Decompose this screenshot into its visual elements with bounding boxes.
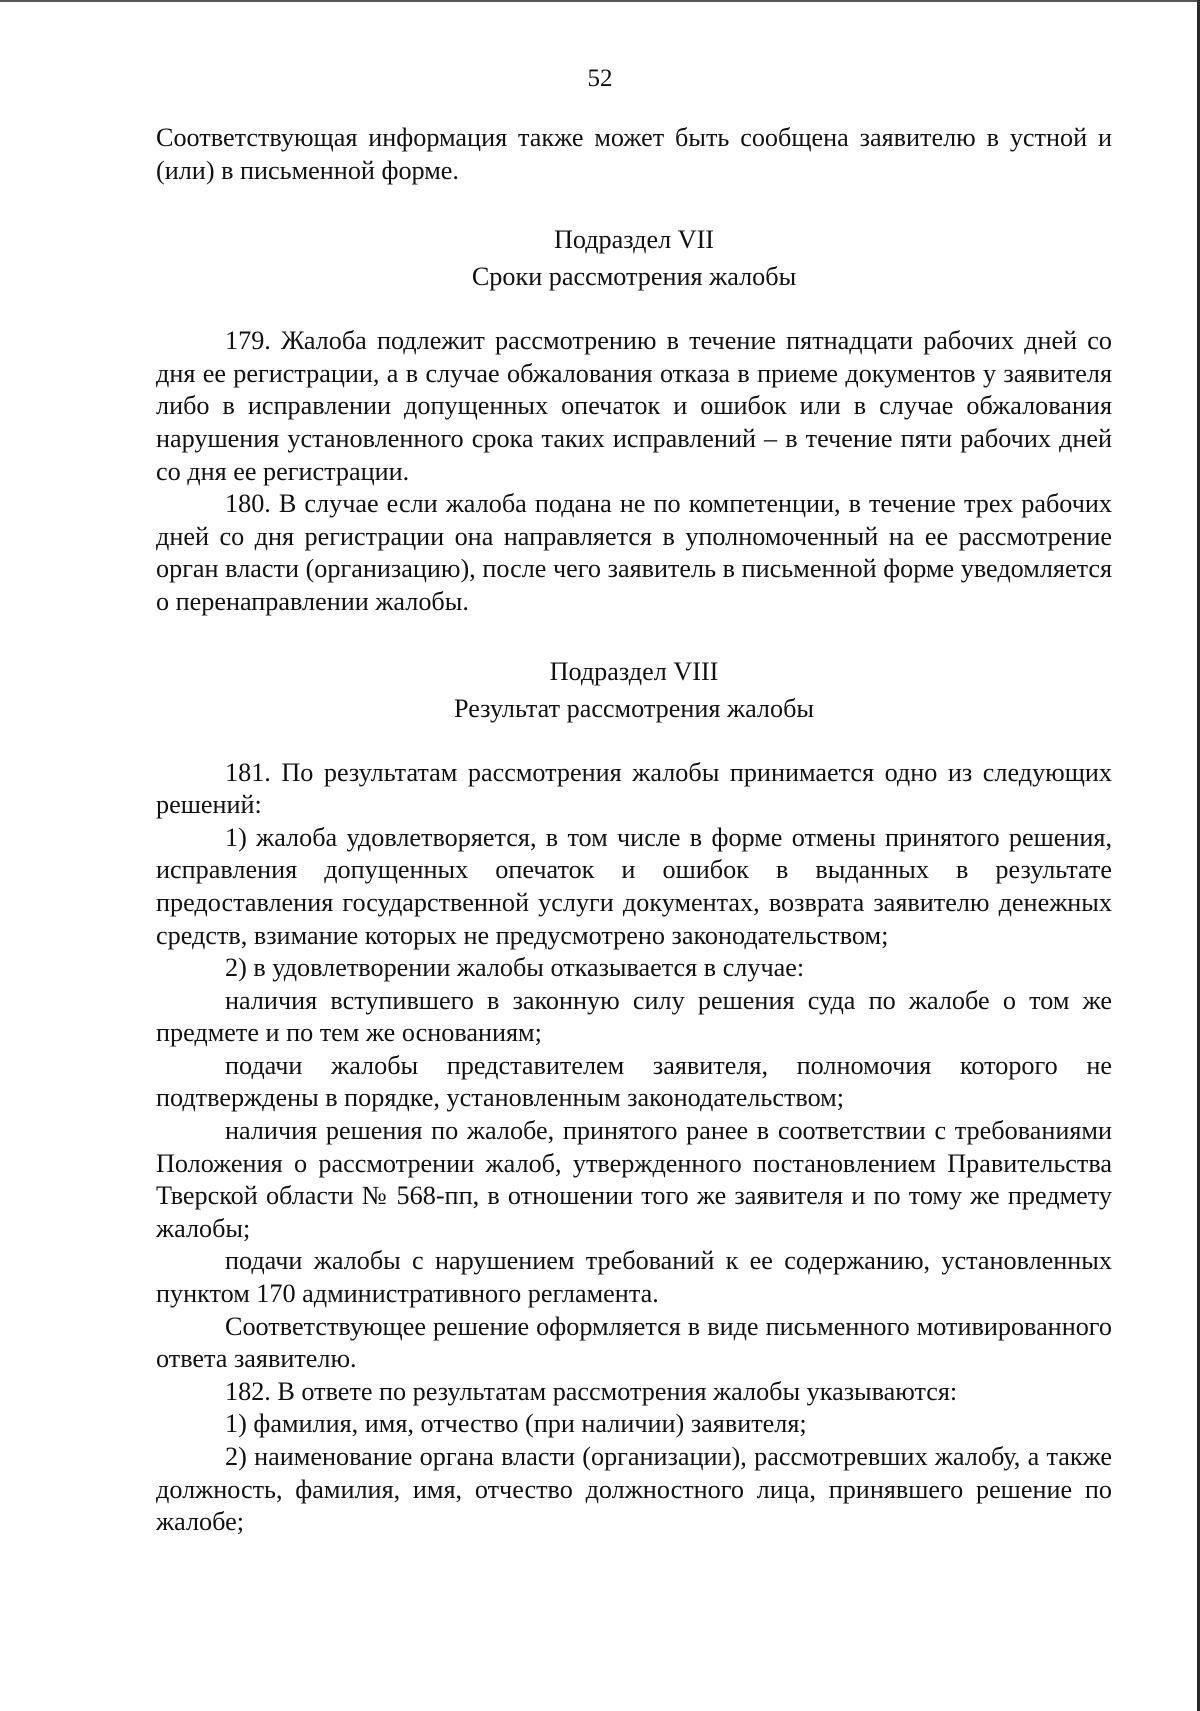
paragraph-179: 179. Жалоба подлежит рассмотрению в течение пятнадцати рабочих дней со дня ее регистрации, а в случае обжалования отказа в приеме документов у заявителя либо в исправлении допущенных опечаток и ошибок или в случае обжалования нарушения установленного срока таких исправлений – в течение пяти рабочих дней со дня ее регистрации. (156, 326, 1112, 486)
subsection-7-title: Подраздел VII (553, 225, 715, 255)
refusal-case-requirements: подачи жалобы с нарушением требований к ее содержанию, установленных пунктом 170 административного регламента. (156, 1246, 1112, 1309)
subsection-8-title: Подраздел VIII (549, 656, 719, 686)
paragraph-181-item-2: 2) в удовлетворении жалобы отказывается в случае: (225, 953, 805, 983)
paragraph-182-item-2: 2) наименование органа власти (организации), рассмотревших жалобу, а также должность, фамилия, имя, отчество должностного лица, принявшего решение по жалобе; (156, 1442, 1112, 1537)
scan-edge-top (0, 0, 1200, 2)
subsection-7-subtitle: Сроки рассмотрения жалобы (471, 262, 797, 292)
refusal-case-prior-decision: наличия решения по жалобе, принятого ранее в соответствии с требованиями Положения о рассмотрении жалоб, утвержденного постановлением Правительства Тверской области № 568-пп, в отношении того же заявителя и по тому же предмету жалобы; (156, 1116, 1112, 1243)
decision-format-paragraph: Соответствующее решение оформляется в виде письменного мотивированного ответа заявителю. (156, 1311, 1112, 1374)
paragraph-181: 181. По результатам рассмотрения жалобы принимается одно из следующих решений: (156, 757, 1112, 820)
paragraph-180: 180. В случае если жалоба подана не по компетенции, в течение трех рабочих дней со дня регистрации она направляется в уполномоченный на ее рассмотрение орган власти (организацию), после чего заявитель в письменной форме уведомляется о перенаправлении жалобы. (156, 489, 1112, 616)
paragraph-181-item-1: 1) жалоба удовлетворяется, в том числе в форме отмены принятого решения, исправления допущенных опечаток и ошибок в выданных в результате предоставления государственной услуги документах, возврата заявителю денежных средств, взимание которых не предусмотрено законодательством; (156, 822, 1112, 950)
refusal-case-court-decision: наличия вступившего в законную силу решения суда по жалобе о том же предмете и по тем же основаниям; (156, 985, 1112, 1048)
subsection-8-subtitle: Результат рассмотрения жалобы (453, 693, 815, 723)
paragraph-182-item-1: 1) фамилия, имя, отчество (при наличии) заявителя; (225, 1409, 807, 1439)
page-number: 52 (587, 65, 613, 92)
refusal-case-representative: подачи жалобы представителем заявителя, полномочия которого не подтверждены в порядке, установленным законодательством; (156, 1050, 1112, 1113)
intro-paragraph: Соответствующая информация также может быть сообщена заявителю в устной и (или) в письменной форме. (156, 123, 1112, 185)
document-body (156, 122, 1112, 1539)
paragraph-182: 182. В ответе по результатам рассмотрения жалобы указываются: (225, 1376, 958, 1406)
